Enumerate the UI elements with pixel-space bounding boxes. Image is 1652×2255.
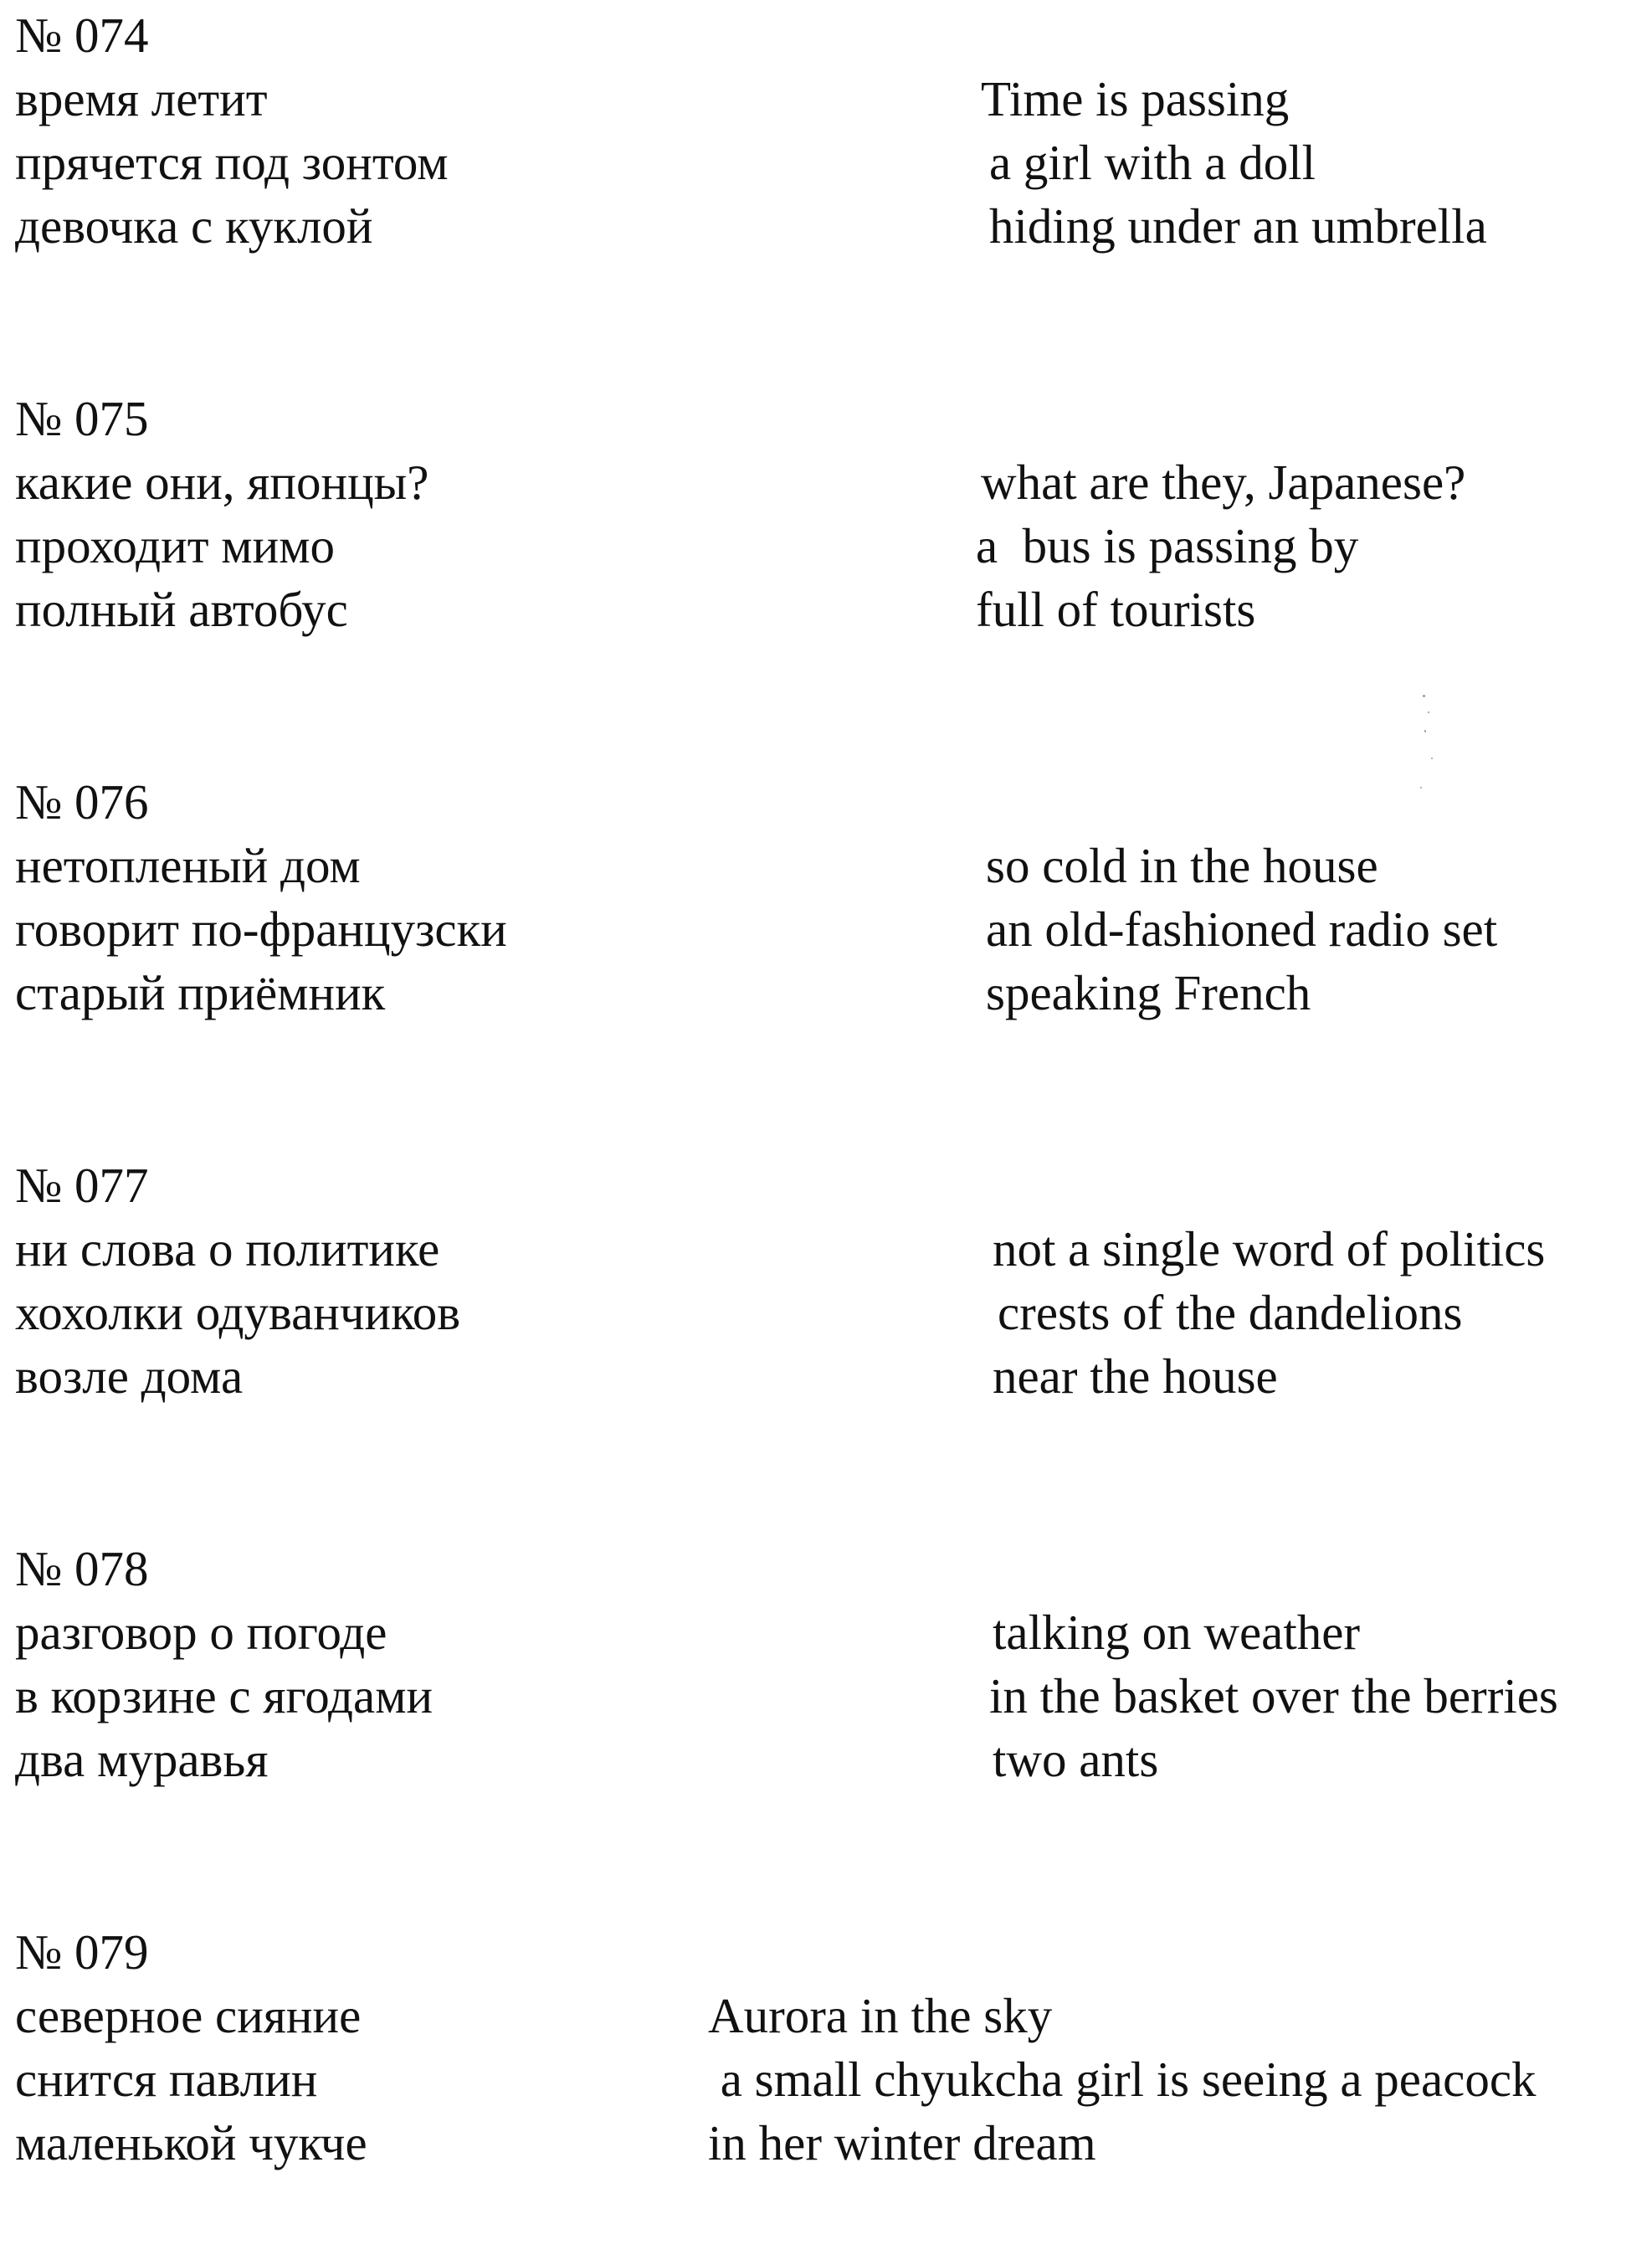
english-line-3: near the house (993, 1348, 1278, 1404)
poem-number: № 079 (15, 1924, 149, 1980)
english-line-2: a girl with a doll (989, 135, 1316, 190)
english-line-3: in her winter dream (708, 2115, 1096, 2170)
poem-074 (0, 3, 1652, 338)
english-line-3: full of tourists (976, 582, 1256, 637)
russian-line-2: в корзине с ягодами (15, 1668, 434, 1723)
russian-line-2: прячется под зонтом (15, 135, 449, 190)
poem-number: № 077 (15, 1158, 149, 1213)
russian-line-1: нетопленый дом (15, 838, 361, 893)
russian-line-3: возле дома (15, 1348, 244, 1404)
english-line-2: a small chyukcha girl is seeing a peacock (708, 2052, 1537, 2107)
russian-line-2: хохолки одуванчиков (15, 1285, 461, 1340)
english-line-2: a bus is passing by (976, 518, 1359, 573)
poem-number: № 076 (15, 774, 149, 830)
english-line-3: hiding under an umbrella (989, 198, 1487, 254)
english-line-1: talking on weather (993, 1605, 1361, 1660)
russian-line-1: какие они, японцы? (15, 455, 429, 510)
scan-speck (1431, 758, 1433, 759)
english-line-1: what are they, Japanese? (981, 455, 1466, 510)
english-line-2: an old-fashioned radio set (986, 901, 1498, 957)
russian-line-2: проходит мимо (15, 518, 336, 573)
russian-line-3: маленькой чукче (15, 2115, 367, 2170)
poem-number: № 075 (15, 391, 149, 446)
poem-number: № 074 (15, 8, 149, 63)
scan-speck (1420, 787, 1422, 788)
english-line-1: Aurora in the sky (708, 1988, 1053, 2043)
scan-speck (1428, 711, 1429, 713)
russian-line-1: ни слова о политике (15, 1221, 440, 1276)
english-line-2: crests of the dandelions (998, 1285, 1463, 1340)
poem-075 (0, 387, 1652, 722)
english-line-1: so cold in the house (986, 838, 1378, 893)
english-line-1: Time is passing (981, 71, 1290, 126)
poem-079 (0, 1920, 1652, 2255)
poem-076 (0, 770, 1652, 1105)
poem-078 (0, 1537, 1652, 1872)
russian-line-1: разговор о погоде (15, 1605, 387, 1660)
russian-line-3: старый приёмник (15, 965, 386, 1020)
english-line-1: not a single word of politics (993, 1221, 1546, 1276)
scan-speck (1424, 730, 1426, 732)
english-line-3: speaking French (986, 965, 1311, 1020)
russian-line-3: девочка с куклой (15, 198, 373, 254)
english-line-3: two ants (993, 1732, 1159, 1787)
poem-077 (0, 1153, 1652, 1488)
russian-line-2: говорит по-французски (15, 901, 507, 957)
russian-line-3: два муравья (15, 1732, 269, 1787)
russian-line-1: северное сияние (15, 1988, 362, 2043)
russian-line-3: полный автобус (15, 582, 348, 637)
english-line-2: in the basket over the berries (989, 1668, 1558, 1723)
scan-speck (1423, 695, 1425, 697)
poem-number: № 078 (15, 1541, 149, 1596)
russian-line-2: снится павлин (15, 2052, 318, 2107)
russian-line-1: время летит (15, 71, 268, 126)
